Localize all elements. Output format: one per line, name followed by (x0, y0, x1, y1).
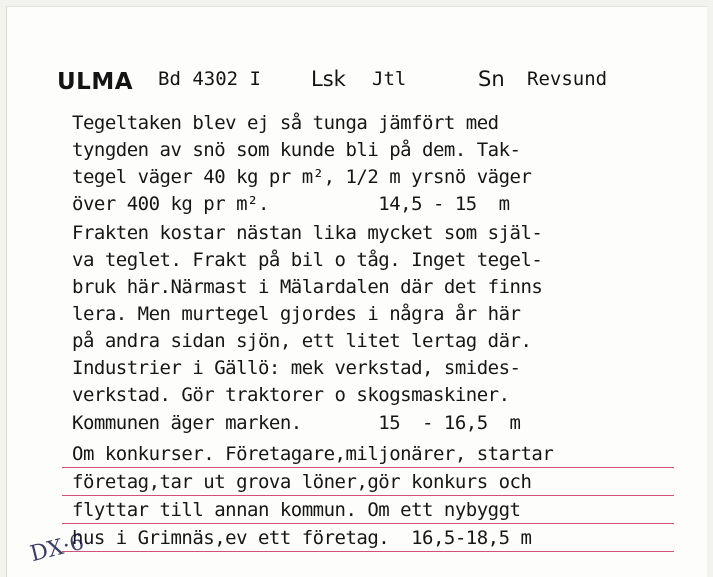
text-line: bruk här.Närmast i Mälardalen där det finns (72, 276, 543, 298)
county-label: Lsk (311, 67, 346, 91)
text-line: va teglet. Frakt på bil o tåg. Inget tegel- (72, 249, 543, 271)
parish-value: Revsund (527, 68, 608, 90)
county-value: Jtl (372, 68, 407, 90)
text-line: tegel väger 40 kg pr m², 1/2 m yrsnö väger (72, 166, 532, 188)
text-line: på andra sidan sjön, ett litet lertag där. (72, 330, 532, 352)
place-name: ULMA (57, 69, 134, 95)
parish-label: Sn (478, 67, 505, 91)
text-line: Frakten kostar nästan lika mycket som själ- (72, 222, 543, 244)
underline-rule (62, 495, 674, 496)
underline-rule (62, 551, 674, 552)
text-line: hus i Grimnäs,ev ett företag. 16,5-18,5 m (72, 527, 532, 549)
underline-rule (62, 467, 674, 468)
handwritten-margin-mark: DX·6 (27, 529, 87, 568)
text-line: tyngden av snö som kunde bli på dem. Tak- (72, 139, 521, 161)
card-header (0, 60, 713, 100)
text-line: företag,tar ut grova löner,gör konkurs och (72, 471, 532, 493)
underline-rule (62, 523, 674, 524)
text-line: Om konkurser. Företagare,miljonärer, startar (72, 443, 554, 465)
text-line: Industrier i Gällö: mek verkstad, smides- (72, 357, 521, 379)
volume-reference: Bd 4302 I (158, 68, 261, 90)
text-line: lera. Men murtegel gjordes i några år här (72, 303, 521, 325)
text-line: över 400 kg pr m². 14,5 - 15 m (72, 193, 510, 215)
text-line: Tegeltaken blev ej så tunga jämfört med (72, 112, 499, 134)
text-line: flyttar till annan kommun. Om ett nybyggt (72, 499, 521, 521)
text-line: Kommunen äger marken. 15 - 16,5 m (72, 412, 521, 434)
text-line: verkstad. Gör traktorer o skogsmaskiner. (72, 384, 510, 406)
